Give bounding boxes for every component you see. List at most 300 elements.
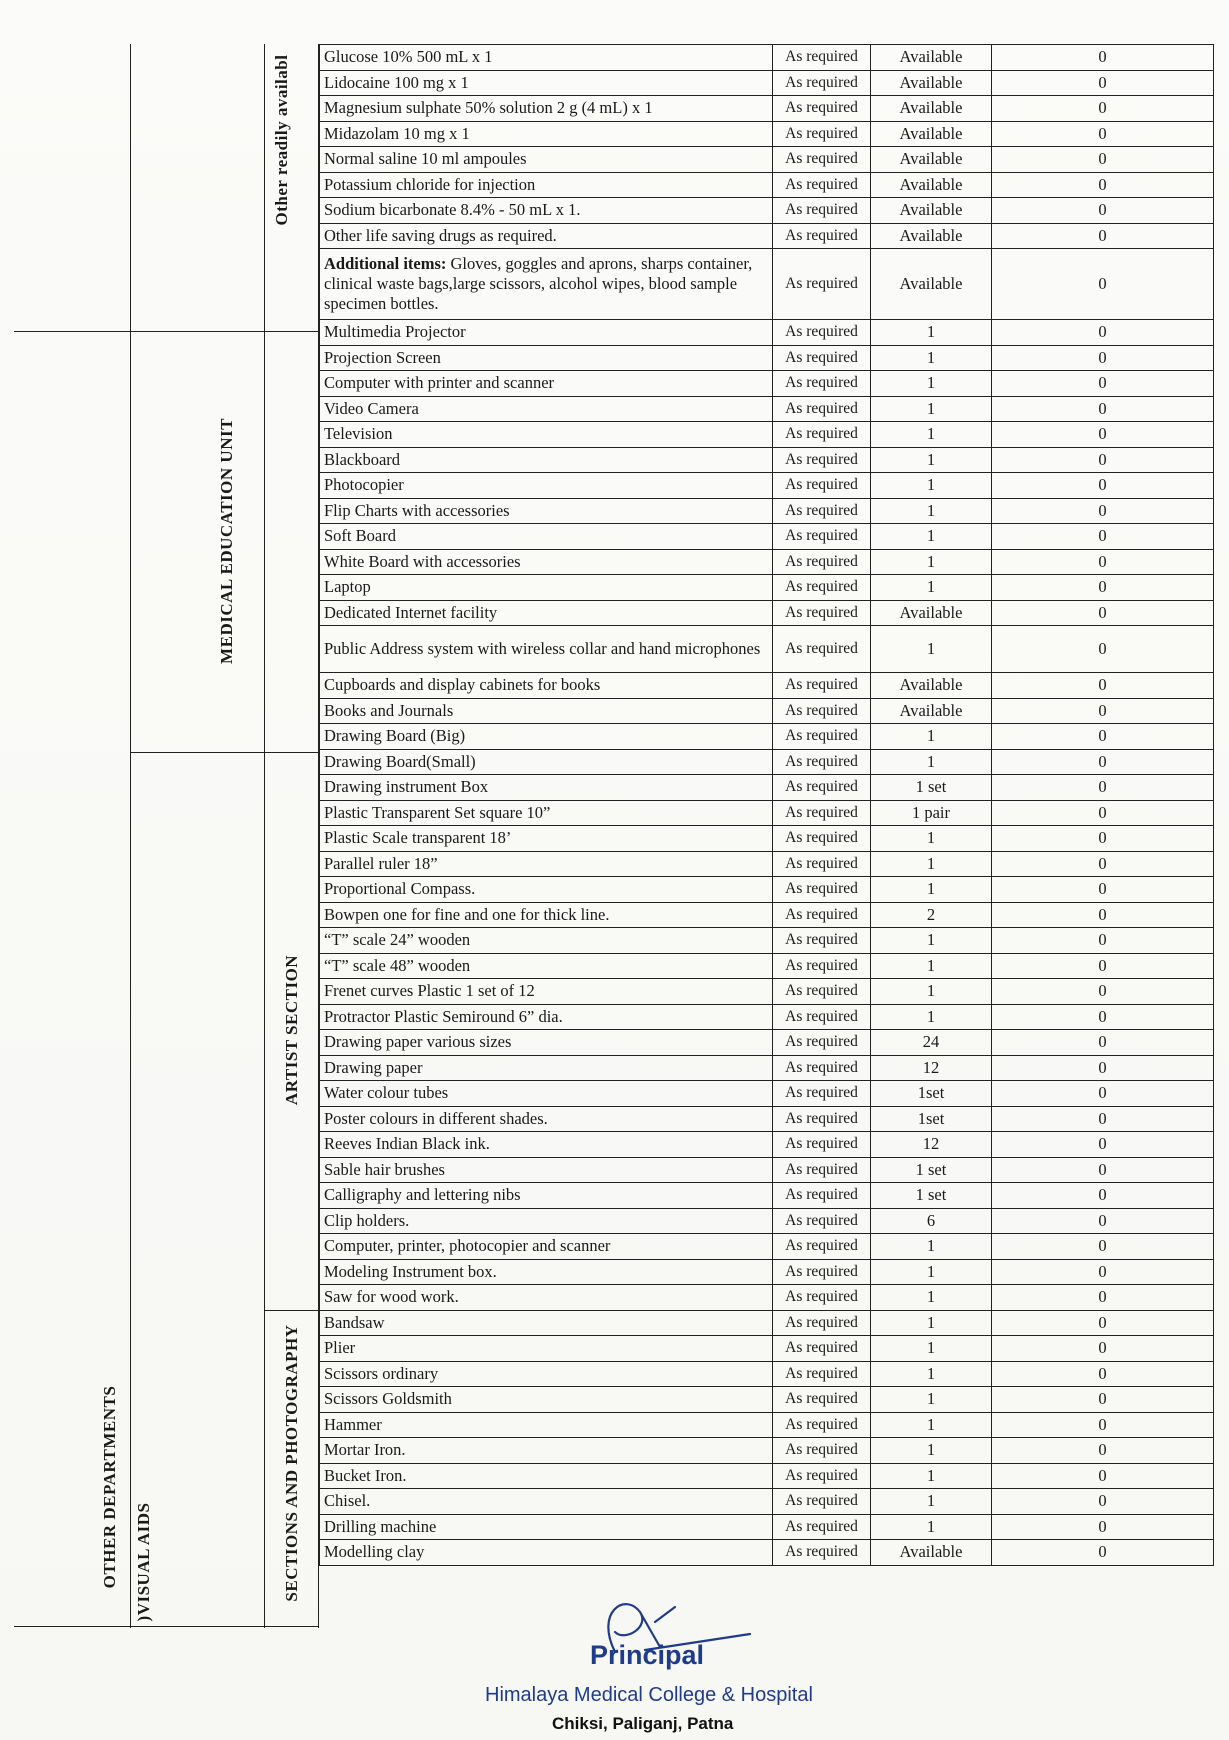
value-cell: 0	[992, 775, 1214, 801]
value-cell: 0	[992, 371, 1214, 397]
item-name-cell: Computer with printer and scanner	[320, 371, 773, 397]
value-cell: 0	[992, 1336, 1214, 1362]
separator-med-edu-top	[14, 331, 319, 332]
quantity-cell: 24	[871, 1030, 992, 1056]
item-name-cell: Public Address system with wireless collar and hand microphones	[320, 626, 773, 673]
label-sections-and-photography: SECTIONS AND PHOTOGRAPHY	[282, 1324, 301, 1602]
item-name-cell: Photocopier	[320, 473, 773, 499]
table-row	[320, 1387, 1214, 1413]
value-cell: 0	[992, 45, 1214, 71]
table-row	[320, 121, 1214, 147]
item-name-cell: Glucose 10% 500 mL x 1	[320, 45, 773, 71]
value-cell: 0	[992, 96, 1214, 122]
value-cell: 0	[992, 1285, 1214, 1311]
table-row	[320, 953, 1214, 979]
item-name-cell: Bucket Iron.	[320, 1463, 773, 1489]
value-cell: 0	[992, 422, 1214, 448]
requirement-cell: As required	[773, 1463, 871, 1489]
quantity-cell: 1 set	[871, 1157, 992, 1183]
item-name-cell: Bowpen one for fine and one for thick line.	[320, 902, 773, 928]
table-row	[320, 1540, 1214, 1566]
requirement-cell: As required	[773, 1234, 871, 1260]
requirement-cell: As required	[773, 1540, 871, 1566]
table-row	[320, 249, 1214, 320]
table-row	[320, 1106, 1214, 1132]
value-cell: 0	[992, 473, 1214, 499]
value-cell: 0	[992, 345, 1214, 371]
requirement-cell: As required	[773, 198, 871, 224]
quantity-cell: 1	[871, 575, 992, 601]
value-cell: 0	[992, 1208, 1214, 1234]
requirement-cell: As required	[773, 549, 871, 575]
quantity-cell: Available	[871, 698, 992, 724]
label-medical-education-unit: MEDICAL EDUCATION UNIT	[217, 418, 236, 664]
item-name-cell: Hammer	[320, 1412, 773, 1438]
label-artist-section: ARTIST SECTION	[282, 954, 301, 1106]
requirement-cell: As required	[773, 626, 871, 673]
value-cell: 0	[992, 1132, 1214, 1158]
table-row	[320, 775, 1214, 801]
quantity-cell: 1	[871, 1387, 992, 1413]
table-row	[320, 1514, 1214, 1540]
label-visual-aids: )VISUAL AIDS	[134, 1502, 153, 1622]
value-cell: 0	[992, 1183, 1214, 1209]
value-cell: 0	[992, 1234, 1214, 1260]
quantity-cell: 1	[871, 1285, 992, 1311]
item-name-text: Gloves, goggles and aprons, sharps container, clinical waste bags,large scissors, alcohol wipes, blood sample specimen bottles.	[324, 254, 753, 313]
requirement-cell: As required	[773, 1285, 871, 1311]
table-row	[320, 626, 1214, 673]
item-name-cell: Flip Charts with accessories	[320, 498, 773, 524]
item-name-cell: Modeling Instrument box.	[320, 1259, 773, 1285]
signature-organization: Himalaya Medical College & Hospital	[485, 1684, 813, 1706]
requirement-cell: As required	[773, 524, 871, 550]
quantity-cell: 12	[871, 1132, 992, 1158]
value-cell: 0	[992, 198, 1214, 224]
quantity-cell: 1	[871, 1004, 992, 1030]
label-other-readily-available: Other readily availabl	[272, 54, 291, 226]
requirement-cell: As required	[773, 1030, 871, 1056]
item-name-cell: Magnesium sulphate 50% solution 2 g (4 mL) x 1	[320, 96, 773, 122]
requirement-cell: As required	[773, 1132, 871, 1158]
table-row	[320, 851, 1214, 877]
table-row	[320, 1361, 1214, 1387]
requirement-cell: As required	[773, 1310, 871, 1336]
table-row	[320, 800, 1214, 826]
value-cell: 0	[992, 121, 1214, 147]
quantity-cell: 1	[871, 979, 992, 1005]
item-name-cell: Television	[320, 422, 773, 448]
requirement-cell: As required	[773, 223, 871, 249]
quantity-cell: 1set	[871, 1081, 992, 1107]
table-row	[320, 1055, 1214, 1081]
value-cell: 0	[992, 396, 1214, 422]
value-cell: 0	[992, 826, 1214, 852]
item-name-cell: Drilling machine	[320, 1514, 773, 1540]
table-row	[320, 45, 1214, 71]
item-name-cell: Scissors Goldsmith	[320, 1387, 773, 1413]
item-name-cell: Protractor Plastic Semiround 6” dia.	[320, 1004, 773, 1030]
table-row	[320, 1004, 1214, 1030]
table-row	[320, 1234, 1214, 1260]
item-name-cell: Cupboards and display cabinets for books	[320, 673, 773, 699]
item-name-cell: Plier	[320, 1336, 773, 1362]
requirement-cell: As required	[773, 800, 871, 826]
item-name-cell: Chisel.	[320, 1489, 773, 1515]
value-cell: 0	[992, 877, 1214, 903]
requirement-cell: As required	[773, 1336, 871, 1362]
equipment-table	[319, 44, 1214, 1566]
item-name-cell: Reeves Indian Black ink.	[320, 1132, 773, 1158]
item-name-cell: Modelling clay	[320, 1540, 773, 1566]
quantity-cell: 1	[871, 877, 992, 903]
value-cell: 0	[992, 1412, 1214, 1438]
item-name-cell: Drawing paper various sizes	[320, 1030, 773, 1056]
table-row	[320, 371, 1214, 397]
quantity-cell: 1	[871, 851, 992, 877]
table-row	[320, 147, 1214, 173]
quantity-cell: 1	[871, 320, 992, 346]
requirement-cell: As required	[773, 749, 871, 775]
item-name-cell: Frenet curves Plastic 1 set of 12	[320, 979, 773, 1005]
item-name-cell: Drawing Board (Big)	[320, 724, 773, 750]
quantity-cell: 1	[871, 1336, 992, 1362]
item-name-cell: White Board with accessories	[320, 549, 773, 575]
value-cell: 0	[992, 223, 1214, 249]
item-name-cell: “T” scale 48” wooden	[320, 953, 773, 979]
table-row	[320, 172, 1214, 198]
table-row	[320, 673, 1214, 699]
separator-artist-top	[130, 752, 319, 753]
requirement-cell: As required	[773, 1183, 871, 1209]
item-name-cell: Plastic Transparent Set square 10”	[320, 800, 773, 826]
table-row	[320, 198, 1214, 224]
requirement-cell: As required	[773, 147, 871, 173]
value-cell: 0	[992, 673, 1214, 699]
value-cell: 0	[992, 1540, 1214, 1566]
table-row	[320, 1183, 1214, 1209]
requirement-cell: As required	[773, 575, 871, 601]
requirement-cell: As required	[773, 1259, 871, 1285]
item-name-cell: Parallel ruler 18”	[320, 851, 773, 877]
value-cell: 0	[992, 447, 1214, 473]
quantity-cell: 1	[871, 724, 992, 750]
value-cell: 0	[992, 1081, 1214, 1107]
quantity-cell: 1	[871, 626, 992, 673]
quantity-cell: 1	[871, 396, 992, 422]
table-row	[320, 1157, 1214, 1183]
value-cell: 0	[992, 698, 1214, 724]
quantity-cell: 1	[871, 826, 992, 852]
table-row	[320, 877, 1214, 903]
item-name-cell: Laptop	[320, 575, 773, 601]
requirement-cell: As required	[773, 345, 871, 371]
value-cell: 0	[992, 1157, 1214, 1183]
item-name-cell: Video Camera	[320, 396, 773, 422]
value-cell: 0	[992, 320, 1214, 346]
requirement-cell: As required	[773, 320, 871, 346]
requirement-cell: As required	[773, 928, 871, 954]
requirement-cell: As required	[773, 498, 871, 524]
item-name-cell: Soft Board	[320, 524, 773, 550]
table-row	[320, 320, 1214, 346]
item-name-cell: Clip holders.	[320, 1208, 773, 1234]
quantity-cell: 1	[871, 345, 992, 371]
value-cell: 0	[992, 1489, 1214, 1515]
item-name-cell: Poster colours in different shades.	[320, 1106, 773, 1132]
table-row	[320, 724, 1214, 750]
table-row	[320, 979, 1214, 1005]
item-name-cell: Books and Journals	[320, 698, 773, 724]
value-cell: 0	[992, 851, 1214, 877]
item-name-cell: Sable hair brushes	[320, 1157, 773, 1183]
value-cell: 0	[992, 953, 1214, 979]
quantity-cell: 1	[871, 447, 992, 473]
value-cell: 0	[992, 1463, 1214, 1489]
requirement-cell: As required	[773, 422, 871, 448]
requirement-cell: As required	[773, 249, 871, 320]
table-row	[320, 396, 1214, 422]
value-cell: 0	[992, 1030, 1214, 1056]
requirement-cell: As required	[773, 724, 871, 750]
table-row	[320, 600, 1214, 626]
quantity-cell: 12	[871, 1055, 992, 1081]
value-cell: 0	[992, 902, 1214, 928]
table-row	[320, 498, 1214, 524]
requirement-cell: As required	[773, 396, 871, 422]
table-row	[320, 1285, 1214, 1311]
quantity-cell: 1	[871, 1412, 992, 1438]
item-name-bold: Additional items:	[324, 254, 447, 273]
item-name-cell: Scissors ordinary	[320, 1361, 773, 1387]
item-name-cell: “T” scale 24” wooden	[320, 928, 773, 954]
value-cell: 0	[992, 524, 1214, 550]
value-cell: 0	[992, 800, 1214, 826]
quantity-cell: 6	[871, 1208, 992, 1234]
quantity-cell: 1 set	[871, 775, 992, 801]
requirement-cell: As required	[773, 1412, 871, 1438]
item-name-cell: Water colour tubes	[320, 1081, 773, 1107]
signature-title: Principal	[590, 1640, 705, 1670]
table-row	[320, 575, 1214, 601]
value-cell: 0	[992, 1106, 1214, 1132]
table-row	[320, 749, 1214, 775]
table-row	[320, 345, 1214, 371]
quantity-cell: Available	[871, 70, 992, 96]
value-cell: 0	[992, 928, 1214, 954]
quantity-cell: 1	[871, 1514, 992, 1540]
value-cell: 0	[992, 70, 1214, 96]
value-cell: 0	[992, 172, 1214, 198]
quantity-cell: Available	[871, 198, 992, 224]
requirement-cell: As required	[773, 1004, 871, 1030]
quantity-cell: 1	[871, 422, 992, 448]
quantity-cell: 1	[871, 749, 992, 775]
value-cell: 0	[992, 1004, 1214, 1030]
quantity-cell: 1	[871, 1361, 992, 1387]
value-cell: 0	[992, 249, 1214, 320]
separator-photography-top	[264, 1310, 319, 1311]
requirement-cell: As required	[773, 96, 871, 122]
quantity-cell: Available	[871, 147, 992, 173]
quantity-cell: Available	[871, 121, 992, 147]
quantity-cell: Available	[871, 249, 992, 320]
requirement-cell: As required	[773, 1081, 871, 1107]
quantity-cell: 1	[871, 549, 992, 575]
requirement-cell: As required	[773, 447, 871, 473]
table-row	[320, 524, 1214, 550]
quantity-cell: 1	[871, 1310, 992, 1336]
item-name-cell	[320, 249, 773, 320]
quantity-cell: 1	[871, 1489, 992, 1515]
value-cell: 0	[992, 1387, 1214, 1413]
item-name-cell: Drawing instrument Box	[320, 775, 773, 801]
quantity-cell: Available	[871, 223, 992, 249]
value-cell: 0	[992, 724, 1214, 750]
quantity-cell: 1 set	[871, 1183, 992, 1209]
separator-bottom	[14, 1626, 319, 1627]
table-row	[320, 96, 1214, 122]
requirement-cell: As required	[773, 1157, 871, 1183]
requirement-cell: As required	[773, 953, 871, 979]
table-row	[320, 422, 1214, 448]
quantity-cell: 1	[871, 1463, 992, 1489]
item-name-cell: Other life saving drugs as required.	[320, 223, 773, 249]
requirement-cell: As required	[773, 877, 871, 903]
value-cell: 0	[992, 749, 1214, 775]
item-name-cell: Mortar Iron.	[320, 1438, 773, 1464]
value-cell: 0	[992, 626, 1214, 673]
table-row	[320, 447, 1214, 473]
quantity-cell: 1 pair	[871, 800, 992, 826]
item-name-cell: Midazolam 10 mg x 1	[320, 121, 773, 147]
quantity-cell: Available	[871, 673, 992, 699]
requirement-cell: As required	[773, 826, 871, 852]
item-name-cell: Normal saline 10 ml ampoules	[320, 147, 773, 173]
table-row	[320, 1438, 1214, 1464]
quantity-cell: Available	[871, 45, 992, 71]
requirement-cell: As required	[773, 1055, 871, 1081]
item-name-cell: Sodium bicarbonate 8.4% - 50 mL x 1.	[320, 198, 773, 224]
item-name-cell: Dedicated Internet facility	[320, 600, 773, 626]
value-cell: 0	[992, 498, 1214, 524]
requirement-cell: As required	[773, 45, 871, 71]
value-cell: 0	[992, 1310, 1214, 1336]
requirement-cell: As required	[773, 1438, 871, 1464]
item-name-cell: Bandsaw	[320, 1310, 773, 1336]
requirement-cell: As required	[773, 121, 871, 147]
table-row	[320, 1259, 1214, 1285]
item-name-cell: Projection Screen	[320, 345, 773, 371]
quantity-cell: Available	[871, 172, 992, 198]
table-row	[320, 928, 1214, 954]
value-cell: 0	[992, 1514, 1214, 1540]
value-cell: 0	[992, 1055, 1214, 1081]
table-row	[320, 1132, 1214, 1158]
item-name-cell: Multimedia Projector	[320, 320, 773, 346]
requirement-cell: As required	[773, 1361, 871, 1387]
requirement-cell: As required	[773, 70, 871, 96]
label-other-departments: OTHER DEPARTMENTS	[100, 1385, 119, 1589]
quantity-cell: 1	[871, 1234, 992, 1260]
table-row	[320, 1463, 1214, 1489]
quantity-cell: 1	[871, 1259, 992, 1285]
value-cell: 0	[992, 600, 1214, 626]
requirement-cell: As required	[773, 851, 871, 877]
quantity-cell: Available	[871, 600, 992, 626]
quantity-cell: 1set	[871, 1106, 992, 1132]
item-name-cell: Blackboard	[320, 447, 773, 473]
table-row	[320, 826, 1214, 852]
requirement-cell: As required	[773, 473, 871, 499]
value-cell: 0	[992, 549, 1214, 575]
quantity-cell: 1	[871, 1438, 992, 1464]
requirement-cell: As required	[773, 673, 871, 699]
table-row	[320, 70, 1214, 96]
value-cell: 0	[992, 1259, 1214, 1285]
requirement-cell: As required	[773, 1514, 871, 1540]
item-name-cell: Drawing Board(Small)	[320, 749, 773, 775]
table-row	[320, 1489, 1214, 1515]
table-row	[320, 1336, 1214, 1362]
value-cell: 0	[992, 1438, 1214, 1464]
table-row	[320, 1310, 1214, 1336]
signature-address: Chiksi, Paliganj, Patna	[552, 1714, 734, 1733]
quantity-cell: 1	[871, 498, 992, 524]
requirement-cell: As required	[773, 1387, 871, 1413]
requirement-cell: As required	[773, 902, 871, 928]
value-cell: 0	[992, 575, 1214, 601]
quantity-cell: 2	[871, 902, 992, 928]
quantity-cell: 1	[871, 473, 992, 499]
item-name-cell: Calligraphy and lettering nibs	[320, 1183, 773, 1209]
table-row	[320, 1412, 1214, 1438]
requirement-cell: As required	[773, 172, 871, 198]
table-row	[320, 1208, 1214, 1234]
quantity-cell: 1	[871, 928, 992, 954]
table-row	[320, 223, 1214, 249]
table-row	[320, 549, 1214, 575]
requirement-cell: As required	[773, 1489, 871, 1515]
item-name-cell: Plastic Scale transparent 18’	[320, 826, 773, 852]
item-name-cell: Potassium chloride for injection	[320, 172, 773, 198]
quantity-cell: 1	[871, 371, 992, 397]
table-row	[320, 698, 1214, 724]
table-row	[320, 1081, 1214, 1107]
quantity-cell: Available	[871, 96, 992, 122]
value-cell: 0	[992, 1361, 1214, 1387]
section-band	[130, 44, 265, 1628]
item-name-cell: Saw for wood work.	[320, 1285, 773, 1311]
value-cell: 0	[992, 979, 1214, 1005]
item-name-cell: Drawing paper	[320, 1055, 773, 1081]
table-row	[320, 473, 1214, 499]
item-name-cell: Computer, printer, photocopier and scanner	[320, 1234, 773, 1260]
requirement-cell: As required	[773, 979, 871, 1005]
requirement-cell: As required	[773, 371, 871, 397]
requirement-cell: As required	[773, 698, 871, 724]
quantity-cell: 1	[871, 953, 992, 979]
table-row	[320, 902, 1214, 928]
table-row	[320, 1030, 1214, 1056]
quantity-cell: Available	[871, 1540, 992, 1566]
requirement-cell: As required	[773, 1106, 871, 1132]
requirement-cell: As required	[773, 775, 871, 801]
requirement-cell: As required	[773, 600, 871, 626]
item-name-cell: Lidocaine 100 mg x 1	[320, 70, 773, 96]
quantity-cell: 1	[871, 524, 992, 550]
value-cell: 0	[992, 147, 1214, 173]
